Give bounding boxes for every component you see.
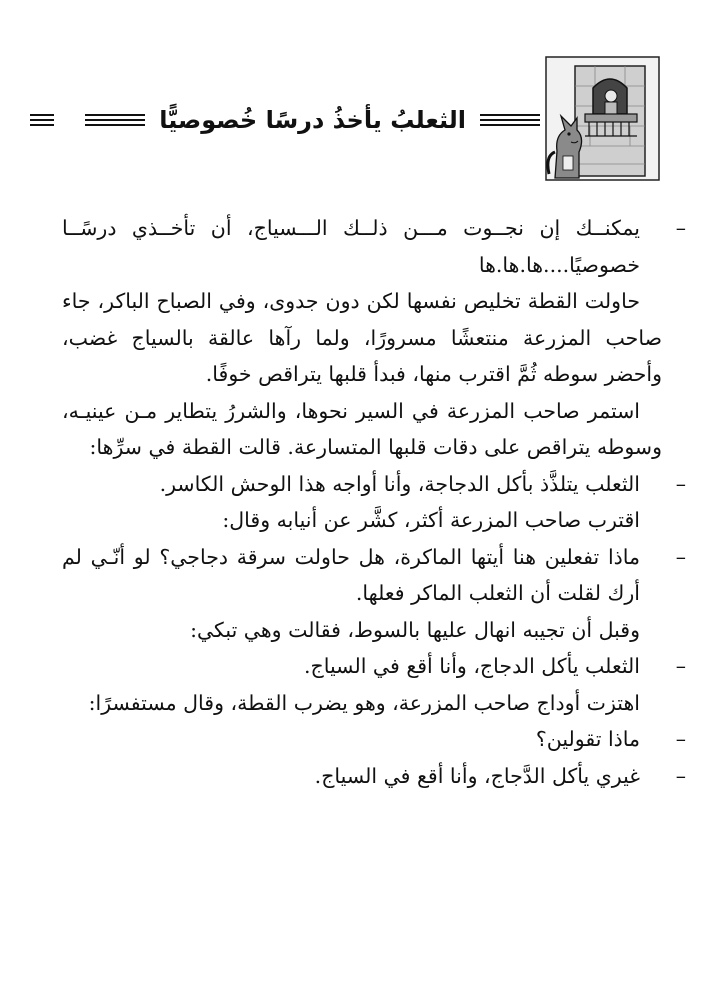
story-text bbox=[62, 210, 686, 794]
dialog-dash: – bbox=[675, 763, 686, 788]
dialog-dash: – bbox=[675, 216, 686, 240]
dialog-dash: – bbox=[675, 727, 686, 751]
fox-and-tower-illustration bbox=[545, 56, 660, 181]
paragraph-2: استمر صاحب المزرعة في السير نحوها، والشررُ يتطاير مـن عينيـه، وسوطه يتراقص على دقات قلبها المتسارعة. قالت القطة في سرِّها: bbox=[62, 398, 662, 459]
dialog-line-5: – ماذا تقولين؟ bbox=[62, 721, 662, 758]
title-rule-middle bbox=[85, 114, 145, 126]
page-title: الثعلبُ يأخذُ درسًا خُصوصيًّا bbox=[159, 106, 466, 134]
dialog-line-4: – الثعلب يأكل الدجاج، وأنا أقع في السياج. bbox=[62, 648, 662, 685]
paragraph-4: وقبل أن تجيبه انهال عليها بالسوط، فقالت وهي تبكي: bbox=[190, 617, 640, 642]
dialog-dash: – bbox=[675, 544, 686, 569]
paragraph-1: حاولت القطة تخليص نفسها لكن دون جدوى، وفي الصباح الباكر، جاء صاحب المزرعة منتعشًا مسرورًا، ولما رآها عالقة بالسياج غضب، وأحضر سوطه ثُمَّ اقترب منها، فبدأ قلبها يتراقص خوفًا. bbox=[62, 289, 662, 386]
dialog-dash: – bbox=[675, 654, 686, 678]
dialog-line-1: – يمكنــك إن نجــوت مـــن ذلــك الـــسياج، أن تأخــذي درسًــا خصوصيًا....ها.ها.ها bbox=[62, 210, 662, 283]
title-row bbox=[30, 100, 540, 140]
title-rule-right bbox=[480, 114, 540, 126]
dialog-line-2: – الثعلب يتلذَّذ بأكل الدجاجة، وأنا أواجه هذا الوحش الكاسر. bbox=[62, 466, 662, 503]
chapter-header bbox=[30, 56, 660, 184]
title-rule-left bbox=[30, 114, 54, 126]
dialog-dash: – bbox=[675, 471, 686, 496]
paragraph-3: اقترب صاحب المزرعة أكثر، كشَّر عن أنيابه وقال: bbox=[222, 508, 640, 532]
dialog-line-6: – غيري يأكل الدَّجاج، وأنا أقع في السياج. bbox=[62, 758, 662, 795]
paragraph-5: اهتزت أوداج صاحب المزرعة، وهو يضرب القطة، وقال مستفسرًا: bbox=[88, 690, 640, 715]
dialog-line-3: – ماذا تفعلين هنا أيتها الماكرة، هل حاولت سرقة دجاجي؟ لو أنّـي لم أرك لقلت أن الثعلب الماكر فعلها. bbox=[62, 539, 662, 612]
